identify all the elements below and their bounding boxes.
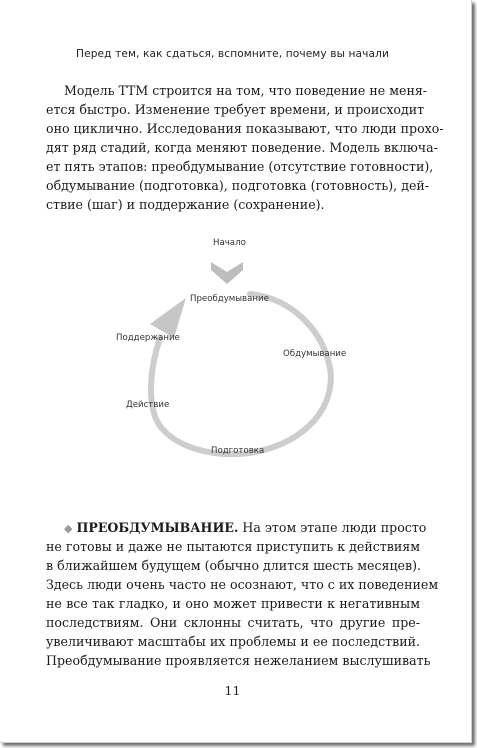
text-line: последствиям. Они склонны считать, что другие пре-	[46, 615, 420, 630]
lead-rest: На этом этапе люди просто	[238, 520, 427, 535]
cycle-graphic	[0, 228, 471, 478]
text-line: увеличивают масштабы их проблемы и ее последствий.	[46, 634, 420, 649]
diamond-bullet-icon: ◆	[64, 522, 73, 535]
page-number: 11	[224, 683, 241, 698]
text-line: ет пять этапов: преобдумывание (отсутствие готовности),	[46, 159, 434, 174]
text-line: оно циклично. Исследования показывают, что люди прохо-	[46, 121, 444, 136]
text-line: не готовы и даже не пытаются приступить к действиям	[46, 539, 420, 554]
label-precontemplation: Преобдумывание	[190, 294, 269, 304]
label-contemplation: Обдумывание	[283, 349, 347, 359]
section-lead: ПРЕОБДУМЫВАНИЕ.	[76, 520, 239, 535]
text-line: в ближайшем будущем (обычно длится шесть месяцев).	[46, 558, 422, 573]
text-line: Преобдумывание проявляется нежеланием выслушивать	[46, 653, 431, 668]
label-maintenance: Поддержание	[116, 333, 180, 343]
label-start: Начало	[213, 238, 246, 248]
label-preparation: Подготовка	[211, 446, 265, 456]
text-line: не все так гладко, и оно может привести к негативным	[46, 596, 420, 611]
start-arrow-icon	[211, 262, 243, 284]
paragraph-precontemplation	[46, 518, 439, 670]
text-line: Модель ТТМ строится на том, что поведение не меня-	[64, 83, 428, 98]
text-line: ется быстро. Изменение требует времени, и происходит	[46, 102, 425, 117]
cycle-arrowhead-icon	[150, 298, 186, 338]
text-line: ствие (шаг) и поддержание (сохранение).	[46, 197, 325, 212]
running-head: Перед тем, как сдаться, вспомните, почему вы начали	[76, 48, 389, 60]
label-action: Действие	[126, 400, 170, 410]
text-line: дят ряд стадий, когда меняют поведение. Модель включа-	[46, 140, 438, 155]
paragraph-intro	[46, 81, 444, 214]
text-line: обдумывание (подготовка), подготовка (готовность), дей-	[46, 178, 430, 193]
text-line-lead	[46, 518, 427, 537]
text-line: Здесь люди очень часто не осознают, что с их поведением	[46, 577, 439, 592]
ttm-cycle-diagram	[0, 228, 471, 478]
